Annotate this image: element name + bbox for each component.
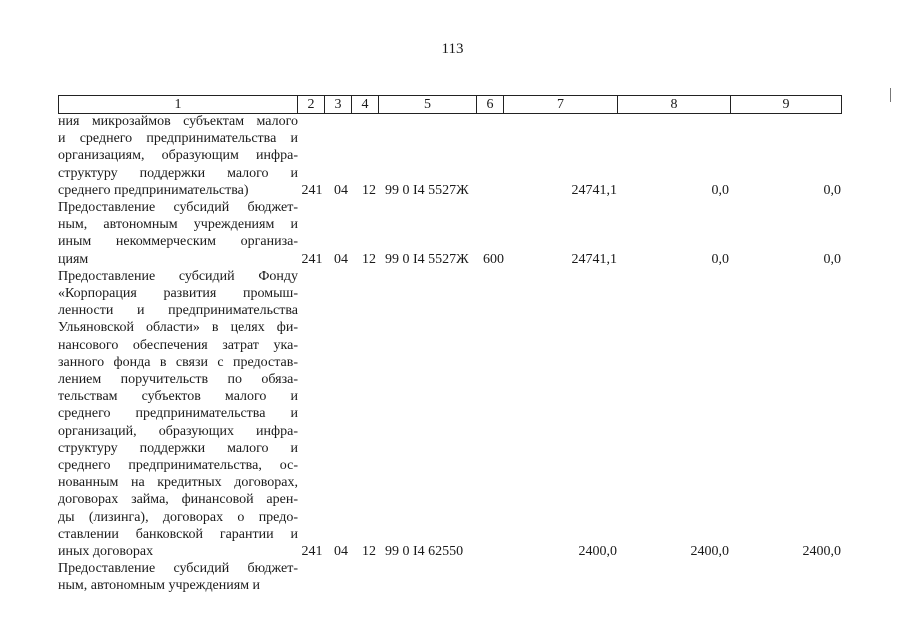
description-line: нансового обеспечения затрат ука- bbox=[58, 337, 298, 353]
header-col-3: 3 bbox=[325, 96, 352, 114]
table-row bbox=[58, 199, 858, 268]
row-cell-col-2: 241 bbox=[301, 251, 323, 267]
description-line: иных договорах bbox=[58, 544, 154, 560]
page-number: 113 bbox=[441, 41, 464, 57]
table-row bbox=[58, 113, 858, 199]
description-line: среднего предпринимательства и bbox=[58, 406, 298, 422]
description-line: иным некоммерческим организа- bbox=[58, 234, 298, 250]
description-line: ным, автономным учреждениям и bbox=[58, 578, 261, 594]
description-line: структуру поддержки малого и bbox=[58, 165, 298, 181]
row-cell-col-3: 04 bbox=[334, 544, 348, 560]
description-line: структуру поддержки малого и bbox=[58, 440, 298, 456]
margin-mark bbox=[890, 88, 891, 102]
row-description bbox=[58, 560, 298, 594]
description-line: Предоставление субсидий Фонду bbox=[58, 268, 298, 284]
description-line: тельствам субъектов малого и bbox=[58, 389, 298, 405]
row-cell-col-9: 2400,0 bbox=[802, 544, 841, 560]
header-row bbox=[59, 96, 842, 114]
header-col-9: 9 bbox=[731, 96, 842, 114]
description-line: ным, автономным учреждениям и bbox=[58, 217, 298, 233]
row-cell-col-8: 0,0 bbox=[711, 182, 729, 198]
header-col-2: 2 bbox=[298, 96, 325, 114]
description-line: ставлении банковской гарантии и bbox=[58, 526, 298, 542]
description-line: Ульяновской области» в целях фи- bbox=[58, 320, 298, 336]
row-cell-col-5: 99 0 I4 5527Ж bbox=[385, 251, 469, 267]
row-cell-col-3: 04 bbox=[334, 251, 348, 267]
row-cell-col-4: 12 bbox=[362, 544, 376, 560]
row-cell-col-9: 0,0 bbox=[823, 182, 841, 198]
description-line: лением поручительств по обяза- bbox=[58, 372, 298, 388]
description-line: среднего предпринимательства) bbox=[58, 182, 249, 198]
row-cell-col-3: 04 bbox=[334, 182, 348, 198]
description-line: Предоставление субсидий бюджет- bbox=[58, 561, 298, 577]
row-description bbox=[58, 268, 298, 560]
description-line: договорах займа, финансовой арен- bbox=[58, 492, 298, 508]
table-row bbox=[58, 560, 858, 594]
row-cell-col-4: 12 bbox=[362, 251, 376, 267]
description-line: среднего предпринимательства, ос- bbox=[58, 458, 298, 474]
description-line: организациям, образующим инфра- bbox=[58, 148, 298, 164]
description-line: организаций, образующих инфра- bbox=[58, 423, 298, 439]
row-cell-col-8: 2400,0 bbox=[690, 544, 729, 560]
row-cell-col-2: 241 bbox=[301, 182, 323, 198]
row-cell-col-7: 2400,0 bbox=[578, 544, 617, 560]
description-line: нованным на кредитных договорах, bbox=[58, 475, 298, 491]
table-body bbox=[58, 113, 858, 595]
table-row bbox=[58, 268, 858, 560]
description-line: ды (лизинга), договорах о предо- bbox=[58, 509, 298, 525]
row-description bbox=[58, 199, 298, 268]
header-col-1: 1 bbox=[59, 96, 298, 114]
description-line: «Корпорация развития промыш- bbox=[58, 286, 298, 302]
header-col-5: 5 bbox=[379, 96, 477, 114]
row-description bbox=[58, 113, 298, 199]
description-line: занного фонда в связи с предостав- bbox=[58, 354, 298, 370]
header-col-4: 4 bbox=[352, 96, 379, 114]
row-cell-col-7: 24741,1 bbox=[571, 182, 617, 198]
row-cell-col-5: 99 0 I4 5527Ж bbox=[385, 182, 469, 198]
header-col-6: 6 bbox=[477, 96, 504, 114]
row-cell-col-2: 241 bbox=[301, 544, 323, 560]
description-line: циям bbox=[58, 251, 89, 267]
header-col-8: 8 bbox=[618, 96, 731, 114]
description-line: и среднего предпринимательства и bbox=[58, 131, 298, 147]
description-line: ленности и предпринимательства bbox=[58, 303, 298, 319]
description-line: Предоставление субсидий бюджет- bbox=[58, 200, 298, 216]
row-cell-col-9: 0,0 bbox=[823, 251, 841, 267]
description-line: ния микрозаймов субъектам малого bbox=[58, 114, 298, 129]
row-cell-col-4: 12 bbox=[362, 182, 376, 198]
row-cell-col-7: 24741,1 bbox=[571, 251, 617, 267]
row-cell-col-6: 600 bbox=[483, 251, 504, 267]
row-cell-col-8: 0,0 bbox=[711, 251, 729, 267]
row-cell-col-5: 99 0 I4 62550 bbox=[385, 544, 464, 560]
column-header-table bbox=[58, 95, 842, 114]
header-col-7: 7 bbox=[504, 96, 618, 114]
